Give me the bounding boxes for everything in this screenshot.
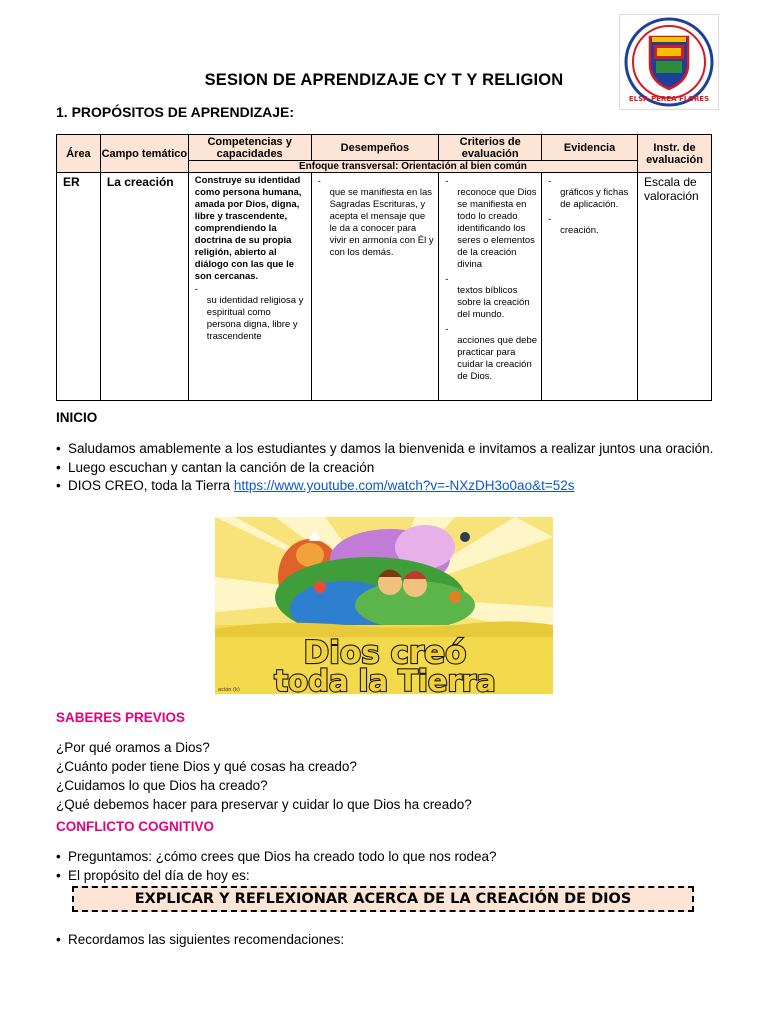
dash-mark: -	[445, 274, 449, 285]
competencia-main: Construye su identidad como persona humana, amada por Dios, digna, libre y trascendente, comprendiendo la doctrina de su propia religión, abierto al diálogo con las que le son cercanas.	[194, 175, 302, 282]
section-heading-propositos: 1. PROPÓSITOS DE APRENDIZAJE:	[56, 104, 295, 120]
competencia-sub: su identidad religiosa y espiritual como persona digna, libre y trascendente	[206, 295, 304, 342]
cell-criterios	[439, 173, 542, 401]
dash-mark: -	[445, 176, 449, 187]
dash-mark: -	[548, 214, 552, 225]
list-item: • Recordamos las siguientes recomendaciones:	[56, 932, 716, 948]
dash-mark: -	[548, 176, 552, 187]
list-item: • Saludamos amablemente a los estudiantes y damos la bienvenida e invitamos a realizar juntos una oración.	[56, 441, 716, 457]
dash-mark: -	[445, 324, 449, 335]
header-desempenos: Desempeños	[311, 135, 439, 161]
illustration-title-line2: toda la Tierra	[274, 664, 496, 694]
school-logo	[619, 14, 719, 110]
criterio-item: acciones que debe practicar para cuidar la creación de Dios.	[457, 335, 538, 382]
list-item: • Preguntamos: ¿cómo crees que Dios ha creado todo lo que nos rodea?	[56, 849, 716, 865]
enfoque-transversal: Enfoque transversal: Orientación al bien común	[188, 161, 637, 173]
purposes-table	[56, 134, 712, 401]
evidencia-item: gráficos y fichas de aplicación.	[560, 187, 629, 210]
youtube-link[interactable]: https://www.youtube.com/watch?v=-NXzDH3o0ao&t=52s	[233, 478, 575, 493]
cell-desempeno	[311, 173, 439, 401]
header-criterios: Criterios de evaluación	[439, 135, 542, 161]
cell-area: ER	[57, 173, 101, 401]
header-competencias: Competencias y capacidades	[188, 135, 311, 161]
creation-illustration	[215, 517, 553, 694]
desempeno-text: que se manifiesta en las Sagradas Escrituras, y acepta el mensaje que le da a conocer para vivir en armonía con Él y con los demás.	[329, 187, 434, 258]
cell-instr: Escala de valoración	[637, 173, 711, 401]
list-item	[56, 478, 716, 494]
illustration-caption: ación (k)	[218, 687, 240, 693]
evidencia-item: creación.	[560, 225, 599, 236]
heading-inicio: INICIO	[56, 410, 98, 425]
criterio-item: reconoce que Dios se manifiesta en todo lo creado identificando los seres o elementos de la creación divina	[457, 187, 537, 270]
header-evidencia: Evidencia	[542, 135, 638, 161]
heading-saberes-previos: SABERES PREVIOS	[56, 710, 186, 725]
dash-mark: -	[194, 284, 198, 295]
header-campo: Campo temático	[100, 135, 188, 173]
question-item: ¿Cuánto poder tiene Dios y qué cosas ha creado?	[56, 759, 357, 774]
question-item: ¿Por qué oramos a Dios?	[56, 740, 210, 755]
cell-competencias	[188, 173, 311, 401]
conflicto-list	[56, 849, 716, 886]
question-item: ¿Cuidamos lo que Dios ha creado?	[56, 778, 268, 793]
purpose-banner: EXPLICAR Y REFLEXIONAR ACERCA DE LA CREACIÓN DE DIOS	[72, 886, 694, 912]
heading-conflicto-cognitivo: CONFLICTO COGNITIVO	[56, 819, 214, 834]
question-item: ¿Qué debemos hacer para preservar y cuidar lo que Dios ha creado?	[56, 797, 472, 812]
list-item: • Luego escuchan y cantan la canción de la creación	[56, 460, 716, 476]
list-item: • El propósito del día de hoy es:	[56, 868, 716, 884]
logo-text: ELSA PEREA FLORES	[628, 95, 710, 103]
recomendaciones-list	[56, 932, 716, 951]
cell-evidencia	[542, 173, 638, 401]
header-instr: Instr. de evaluación	[637, 135, 711, 173]
illustration-title-line1: Dios creó	[303, 635, 467, 671]
song-label: DIOS CREO, toda la Tierra	[68, 478, 234, 493]
cell-campo: La creación	[100, 173, 188, 401]
criterio-item: textos bíblicos sobre la creación del mundo.	[457, 285, 530, 320]
header-area: Área	[57, 135, 101, 173]
inicio-list	[56, 441, 716, 497]
page-title: SESION DE APRENDIZAJE CY T Y RELIGION	[204, 71, 564, 89]
dash-mark: -	[317, 176, 321, 187]
